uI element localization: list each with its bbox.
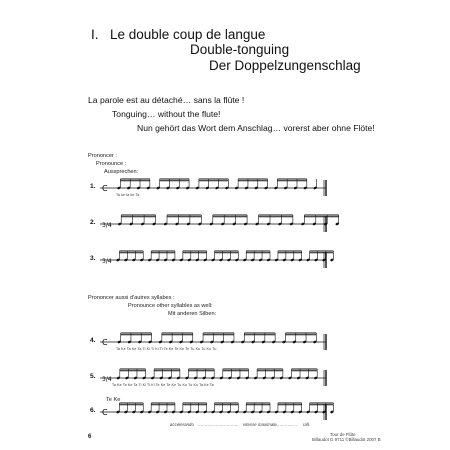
intro-german: Nun gehört das Wort dem Anschlag… vorerst aber ohne Flöte!	[137, 123, 375, 133]
exercise-4-time-signature: C	[102, 338, 108, 347]
tempo-accelerando: accelerando	[170, 422, 194, 427]
exercise-4-syllables: Ta Ke Ta Ke Ta Ti Ki Ti Ki Ti Te Ke Te Ke Te Tu Ku Tu Ku Tu	[116, 347, 217, 351]
footer-publisher: Billaudot G 9711 ©Billaudot 2007 B	[312, 437, 381, 442]
exercise-1-syllables: Ta ke ta ke Ta	[116, 193, 140, 197]
exercise-2-time-signature: 3/4	[102, 222, 112, 229]
exercise-2-staff	[100, 204, 330, 236]
exercise-6-time-signature: C	[102, 408, 108, 417]
exercise-3-staff	[100, 240, 330, 272]
pronounce-other-fr: Prononcer aussi d'autres syllabes :	[88, 295, 175, 301]
page-number: 6	[88, 434, 92, 440]
intro-english: Tonguing… without the flute!	[112, 109, 221, 119]
heading-number: I.	[91, 27, 99, 42]
exercise-5-syllables: Ta Ke Ta Ke Ta Ti Ki Ti Ki Te Ke Te Ke Tu Ku Tu Ku Ta Ke Ta	[112, 383, 214, 387]
tempo-rall: rall.	[303, 422, 311, 427]
exercise-5-number: 5.	[90, 373, 96, 380]
exercise-3-time-signature: 3/4	[102, 258, 112, 265]
exercise-2-number: 2.	[90, 219, 96, 226]
heading-french: Le double coup de langue	[110, 27, 266, 42]
tempo-vitesse-dots: .................	[274, 422, 298, 427]
exercise-6-number: 6.	[90, 407, 96, 414]
pronounce-en: Pronounce :	[96, 161, 127, 167]
tempo-vitesse: vitesse maximale	[243, 422, 277, 427]
footer-title: Tour de Flûte	[330, 432, 356, 437]
exercise-3-number: 3.	[90, 255, 96, 262]
pronounce-de: Aussprechen:	[104, 169, 139, 175]
pronounce-other-en: Pronounce other syllables as well:	[128, 303, 213, 309]
exercise-1-number: 1.	[90, 183, 96, 190]
intro-french: La parole est au détaché… sans la flûte !	[88, 95, 245, 105]
exercise-6-syllables: Te Ke	[106, 397, 121, 403]
heading-english: Double-tonguing	[190, 42, 290, 57]
tempo-accelerando-dots: ..............................	[198, 422, 239, 427]
exercise-6-staff	[100, 392, 330, 424]
exercise-5-time-signature: 3/4	[102, 376, 112, 383]
heading-german: Der Doppelzungenschlag	[209, 58, 361, 73]
exercise-4-number: 4.	[90, 337, 96, 344]
exercise-1-time-signature: C	[102, 184, 108, 193]
exercise-1-notes	[117, 179, 317, 190]
pronounce-other-de: Mit anderen Silben:	[168, 311, 217, 317]
pronounce-fr: Prononcer :	[88, 153, 117, 159]
